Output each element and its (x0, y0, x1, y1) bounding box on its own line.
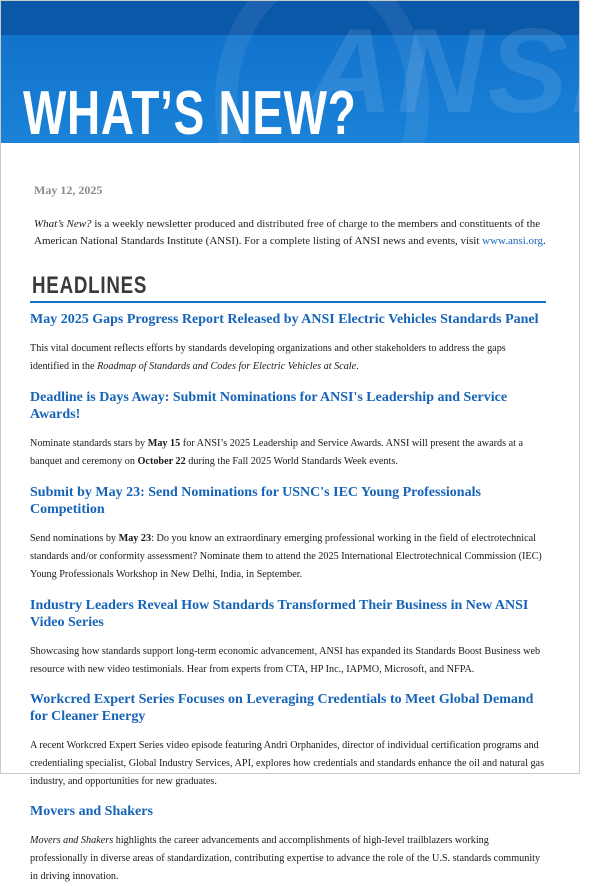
news-headline-link[interactable]: Movers and Shakers (30, 804, 153, 819)
header-banner (1, 1, 609, 148)
intro-paragraph: What’s New? is a weekly newsletter produced and distributed free of charge to the members and constituents of the American National Standards Institute (ANSI). For a complete listing of ANSI news and events, visit www.ansi.org. (34, 218, 546, 247)
newsletter-body (1, 183, 579, 886)
news-summary: Nominate standards stars by May 15 for ANSI’s 2025 Leadership and Service Awards. ANSI will present the awards at a banquet and ceremony on October 22 during the Fall 2025 World Standards Week events. (30, 438, 524, 467)
issue-date: May 12, 2025 (34, 183, 103, 197)
intro-text: is a weekly newsletter produced and distributed free of charge to the members and constituents of the American National Standards Institute (ANSI). For a complete listing of ANSI news and events, visit (34, 218, 541, 247)
news-summary: Send nominations by May 23: Do you know an extraordinary emerging professional working in the field of electrotechnical standards and/or conformity assessment? Nominate them to attend the 2025 International Electrotechnical Commission (IEC) Young Professionals Workshop in New Delhi, India, in September. (30, 533, 542, 580)
news-headline-link[interactable]: May 2025 Gaps Progress Report Released by ANSI Electric Vehicles Standards Panel (30, 312, 539, 327)
news-summary: This vital document reflects efforts by standards developing organizations and other stakeholders to address the gaps identified in the Roadmap of Standards and Codes for Electric Vehicles at Scale. (30, 343, 506, 372)
news-item (30, 389, 546, 471)
news-headline-link[interactable]: Deadline is Days Away: Submit Nominations for ANSI's Leadership and Service Awards! (30, 390, 508, 422)
news-headline-link[interactable]: Workcred Expert Series Focuses on Leveraging Credentials to Meet Global Demand for Cleaner Energy (30, 692, 534, 724)
headlines-section-title: HEADLINES (30, 272, 546, 303)
news-headline-link[interactable]: Industry Leaders Reveal How Standards Transformed Their Business in New ANSI Video Series (30, 598, 529, 630)
news-item (30, 484, 546, 584)
banner-title: WHAT’S NEW? (23, 79, 357, 148)
newsletter-name: What’s New? (34, 218, 92, 230)
news-item (30, 597, 546, 679)
news-summary: A recent Workcred Expert Series video episode featuring Andri Orphanides, director of individual certification programs and credentialing specialist, Global Industry Services, API, explores how credentials and standards enhance the oil and natural gas industry, and opportunities for new graduates. (30, 740, 545, 787)
news-headline-link[interactable]: Submit by May 23: Send Nominations for USNC's IEC Young Professionals Competition (30, 485, 481, 517)
ansi-website-link[interactable]: www.ansi.org (482, 235, 543, 247)
news-item (30, 803, 546, 886)
ansi-watermark-logo: ANSI (306, 4, 609, 138)
news-item (30, 311, 546, 376)
news-summary: Showcasing how standards support long-term economic advancement, ANSI has expanded its Standards Boost Business web resource with new video testimonials. Hear from experts from CTA, HP Inc., IAPMO, Microsoft, and NFPA. (30, 646, 541, 675)
news-item (30, 691, 546, 791)
news-summary: Movers and Shakers highlights the career advancements and accomplishments of high-level trailblazers working professionally in diverse areas of standardization, contributing expertise to advance the role of the U.S. standards community in driving innovation. (30, 835, 541, 882)
